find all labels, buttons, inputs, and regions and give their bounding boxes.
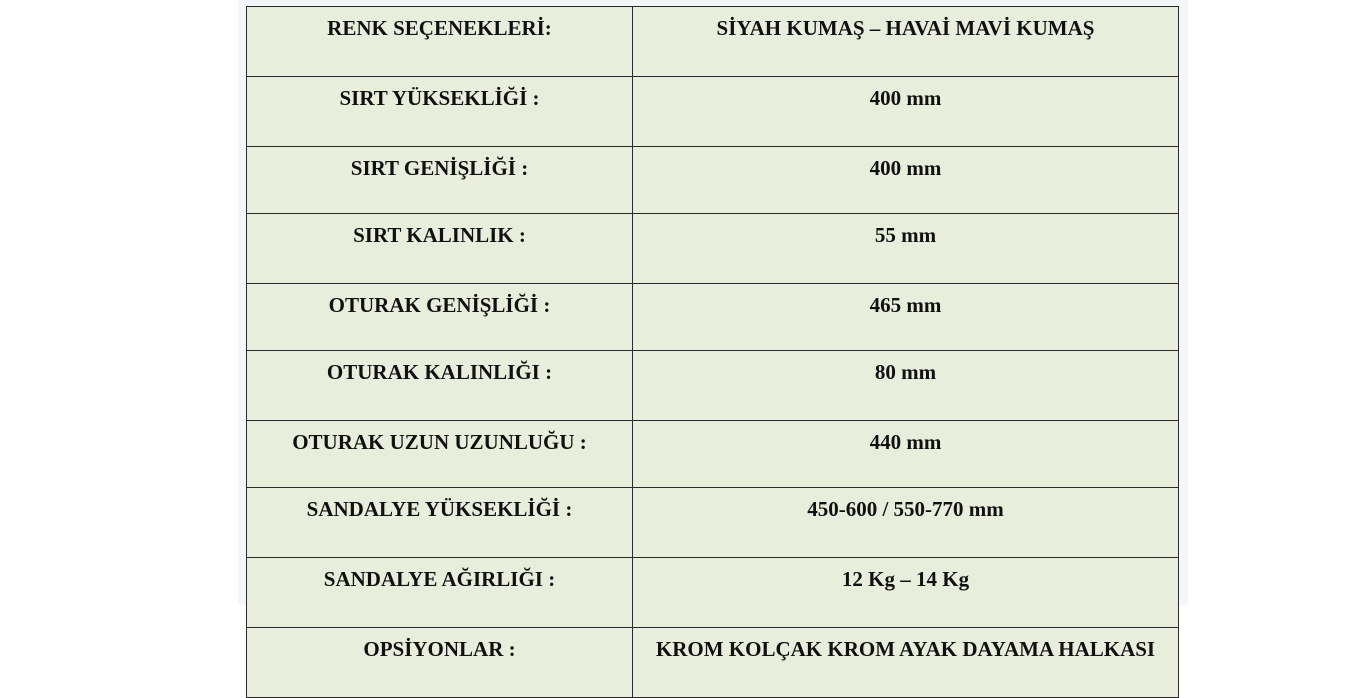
spec-value: 450-600 / 550-770 mm: [633, 488, 1179, 558]
spec-label: OTURAK KALINLIĞI :: [247, 351, 633, 421]
table-row: [247, 351, 1179, 421]
spec-value: KROM KOLÇAK KROM AYAK DAYAMA HALKASI: [633, 628, 1179, 698]
spec-value: 80 mm: [633, 351, 1179, 421]
table-row: [247, 7, 1179, 77]
spec-label: SANDALYE YÜKSEKLİĞİ :: [247, 488, 633, 558]
spec-label: RENK SEÇENEKLERİ:: [247, 7, 633, 77]
spec-label: SIRT GENİŞLİĞİ :: [247, 147, 633, 214]
table-row: [247, 147, 1179, 214]
spec-label: SIRT YÜKSEKLİĞİ :: [247, 77, 633, 147]
spec-value: 400 mm: [633, 147, 1179, 214]
spec-label: OTURAK GENİŞLİĞİ :: [247, 284, 633, 351]
table-row: [247, 421, 1179, 488]
table-row: [247, 628, 1179, 698]
spec-label: SIRT KALINLIK :: [247, 214, 633, 284]
table-row: [247, 77, 1179, 147]
spec-value: 55 mm: [633, 214, 1179, 284]
table-row: [247, 488, 1179, 558]
spec-table: [246, 6, 1179, 698]
table-row: [247, 214, 1179, 284]
spec-label: SANDALYE AĞIRLIĞI :: [247, 558, 633, 628]
spec-label: OPSİYONLAR :: [247, 628, 633, 698]
spec-value: 400 mm: [633, 77, 1179, 147]
table-row: [247, 284, 1179, 351]
spec-value: 440 mm: [633, 421, 1179, 488]
spec-value: 465 mm: [633, 284, 1179, 351]
spec-value: SİYAH KUMAŞ – HAVAİ MAVİ KUMAŞ: [633, 7, 1179, 77]
table-row: [247, 558, 1179, 628]
spec-value: 12 Kg – 14 Kg: [633, 558, 1179, 628]
spec-label: OTURAK UZUN UZUNLUĞU :: [247, 421, 633, 488]
